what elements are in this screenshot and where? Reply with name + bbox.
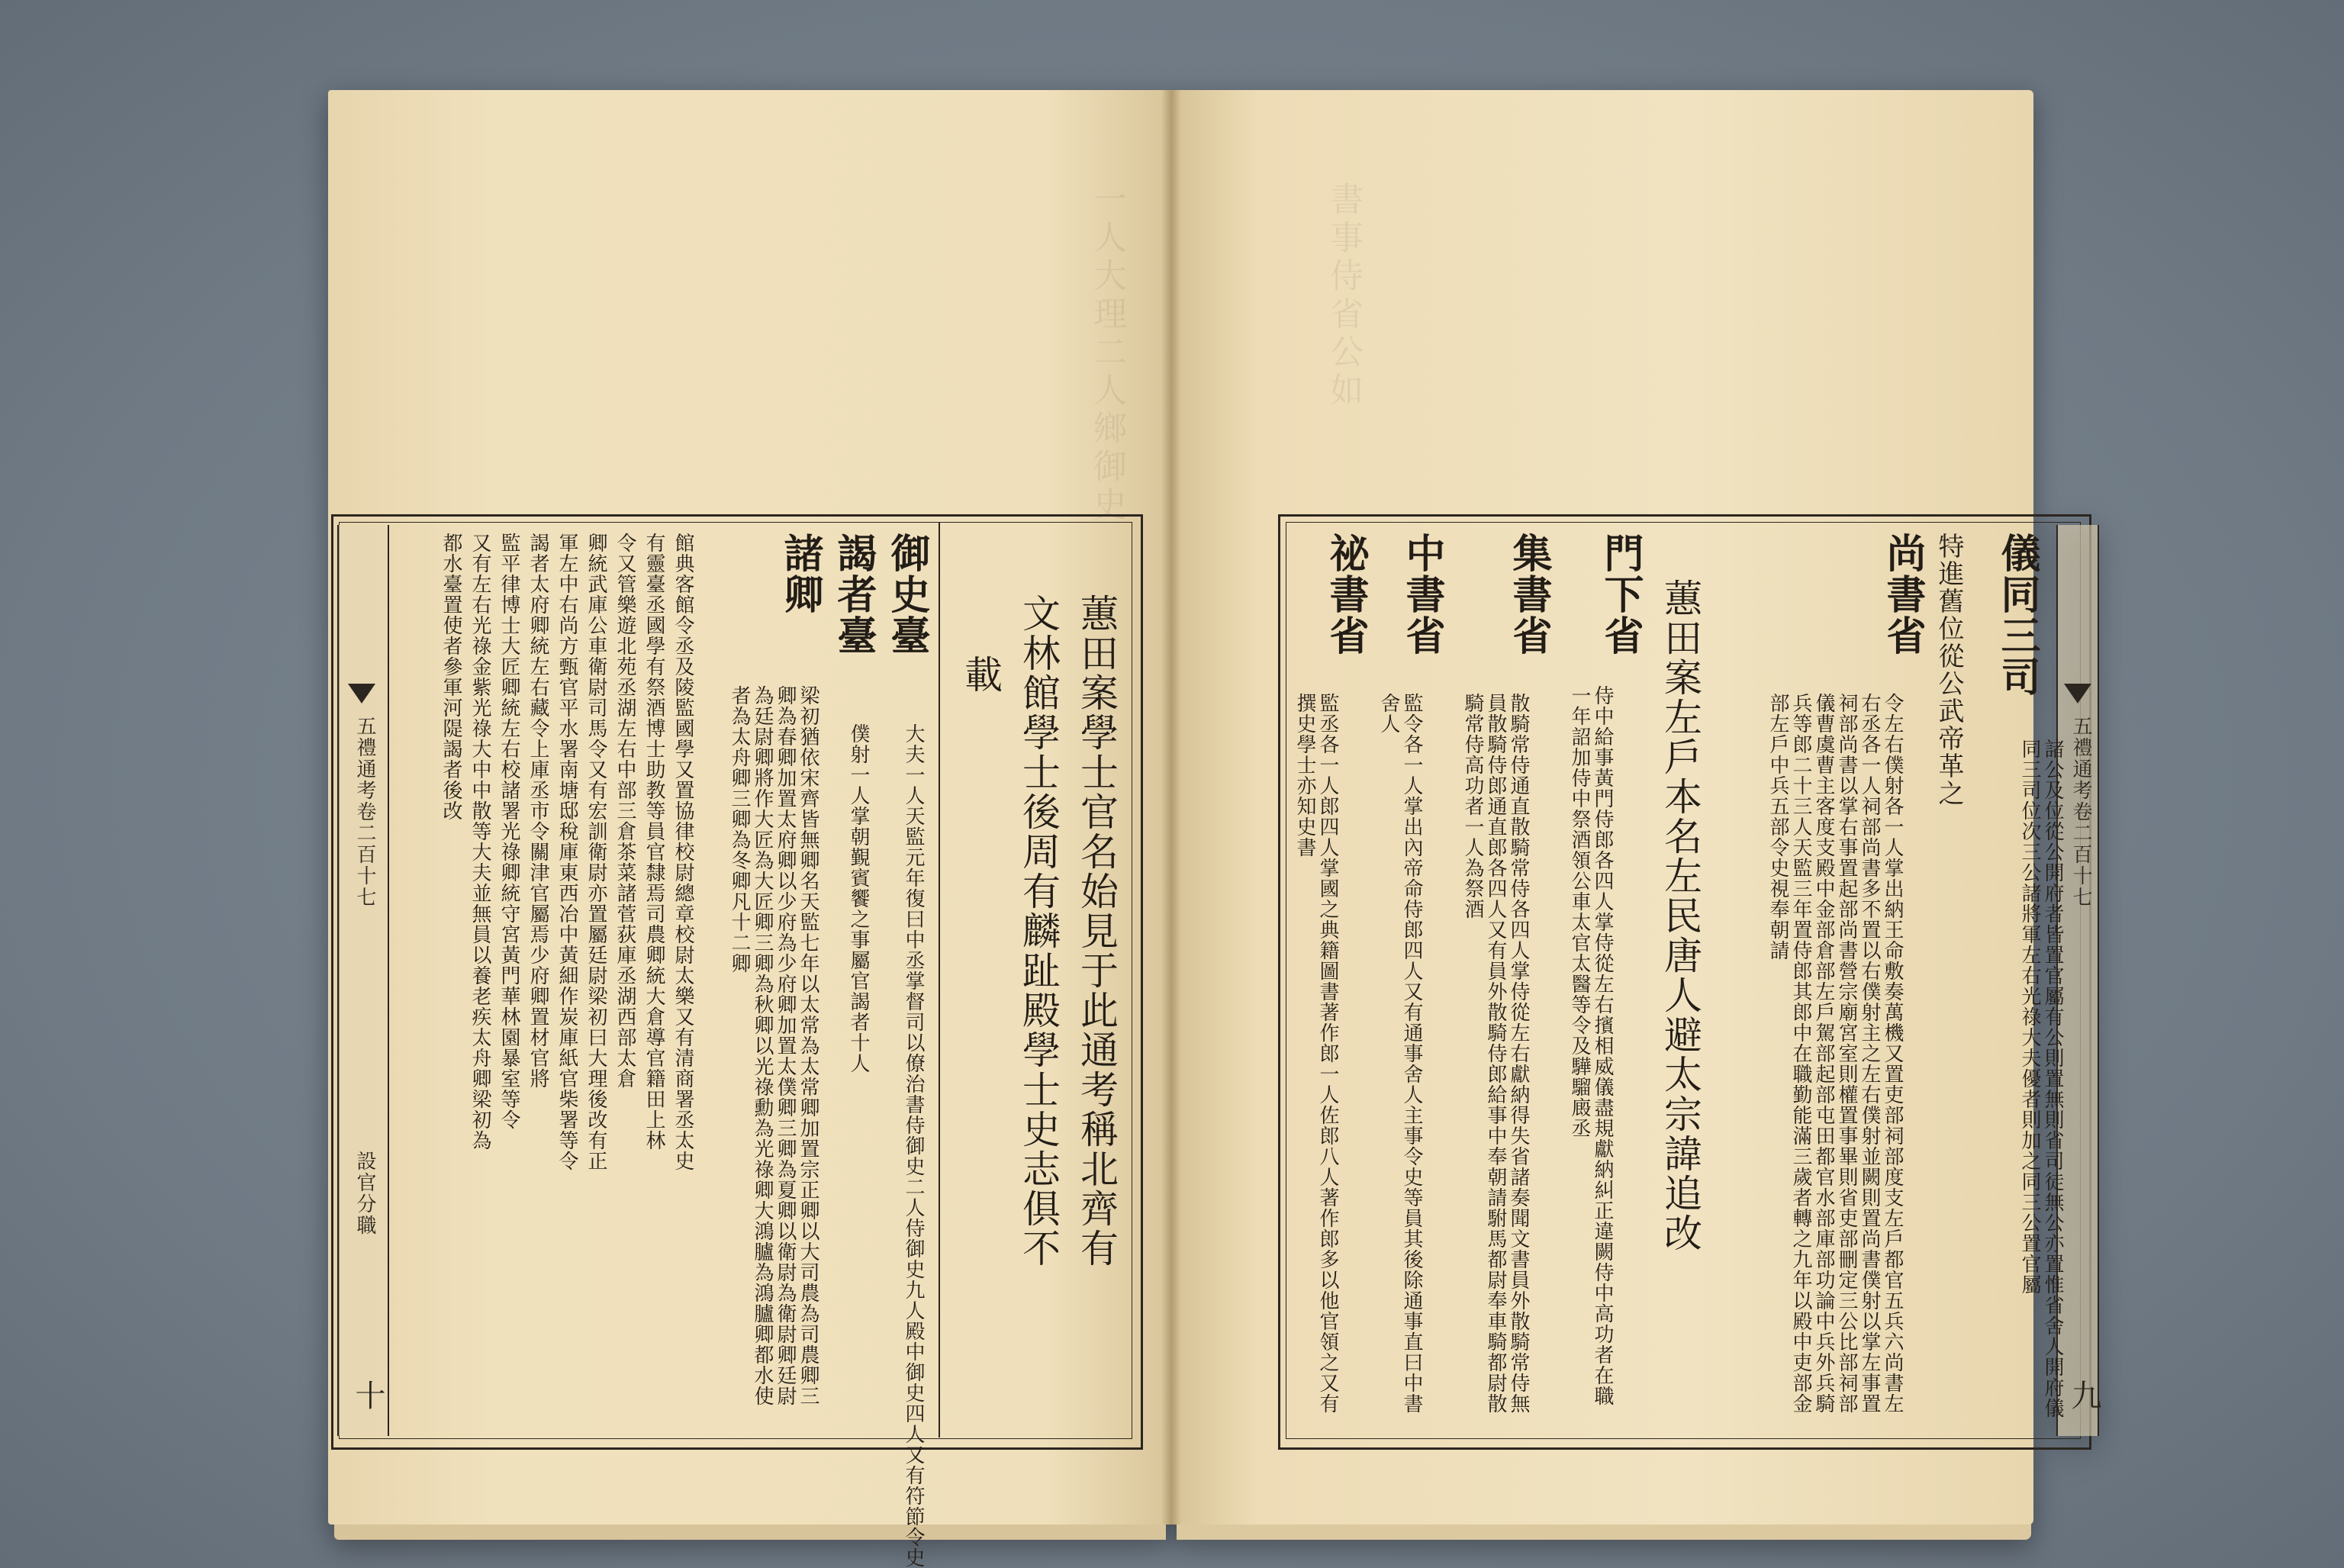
left-margin-section: 設官分職 <box>353 1151 376 1236</box>
section-heading-jishusheng: 集書省 <box>1505 533 1552 656</box>
section-text-tejin: 特進舊位從公武帝革之 <box>1933 533 1964 807</box>
show-through-ghost-text: 一人大理二人鄉御史 <box>1087 182 1126 525</box>
left-page <box>328 90 1171 1568</box>
dense-column-6: 謁者太府卿統左右藏令上庫丞市令關津官屬焉少府卿置材官將 <box>526 533 549 1089</box>
left-fold-margin <box>337 525 389 1436</box>
dense-column-9: 都水臺置使者參軍河隄謁者後改 <box>440 533 462 821</box>
section-heading-mishusheng: 祕書省 <box>1322 533 1369 656</box>
dense-column-5: 軍左中右尚方甄官平水署南塘邸稅庫東西冶中黃細作炭庫紙官柴署等令 <box>555 533 578 1171</box>
section-heading-shangshusheng: 尚書省 <box>1879 533 1926 656</box>
section-heading-zhongshusheng: 中書省 <box>1399 533 1445 656</box>
dense-column-2: 有靈臺丞國學有祭酒博士助教等員官隸焉司農卿統大倉導官籍田上林 <box>642 533 665 1151</box>
column-divider <box>939 522 940 1438</box>
section-text-yezhetai: 僕射一人掌朝覲賓饗之事屬官謁者十人 <box>847 723 870 1074</box>
section-text-jishusheng: 散騎常侍通直散騎常侍各四人掌侍從左右獻納得失省諸奏聞文書員外散騎常侍無員散騎侍郎通直郎各四人又有員外散騎侍郎給事中奉朝請駙馬都尉奉車騎都尉散騎常侍高功者一人為祭酒 <box>1461 693 1530 1414</box>
section-text-yitong: 諸公及位從公開府者皆置官屬有公則置無則省司徒無公亦置惟省舍人開府儀同三司位次三公諸將軍左右光祿大夫優者則加之同三公置官屬 <box>2018 739 2064 1418</box>
section-text-zhongshusheng: 監令各一人掌出內帝命侍郎四人又有通事舍人主事令史等員其後除通事直曰中書舍人 <box>1377 693 1423 1414</box>
left-page-number: 十 <box>350 1380 385 1410</box>
section-text-mishusheng: 監丞各一人郎四人掌國之典籍圖書著作郎一人佐郎八人著作郎多以他官領之又有撰史學士亦知史書 <box>1293 693 1339 1414</box>
left-margin-title: 五禮通考卷二百十七 <box>353 716 376 908</box>
section-text-zhuqing: 梁初猶依宋齊皆無卿名天監七年以太常為太常卿加置宗正卿以大司農為司農卿三卿為春卿加置太府卿以少府為少府卿加置太僕卿三卿為夏卿以衛尉為衛尉卿廷尉為廷尉卿將作大匠為大匠卿三卿為秋卿以光祿勳為光祿卿大鴻臚為鴻臚卿都水使者為太舟卿三卿為冬卿凡十二卿 <box>728 685 819 1406</box>
section-heading-zhuqing: 諸卿 <box>777 533 823 615</box>
right-page-number: 九 <box>2066 1380 2101 1410</box>
section-text-shangshusheng: 令左右僕射各一人掌出納王命敷奏萬機又置吏部祠部度支左戶都官五兵六尚書左右丞各一人祠部尚書多不置以右僕射主之左右僕射並闕則置尚書僕射以掌左事置祠部尚書以掌右事置起部尚書營宗廟宮室則權置事畢則省吏部刪定三公比部祠部儀曹虞曹主客度支殿中金部倉部左戶駕部起部屯田都官水部庫部功論中兵外兵騎兵等郎二十三人天監三年置侍郎其郎中在職勤能滿三歲者轉之九年以殿中吏部金部左戶中兵五部令史視奉朝請 <box>1766 693 1904 1414</box>
dense-column-1: 館典客館令丞及陵監國學又置協律校尉總章校尉太樂又有清商署丞太史 <box>671 533 694 1171</box>
right-margin-title: 五禮通考卷二百十七 <box>2069 716 2092 908</box>
dense-column-3: 令又管樂遊北苑丞湖左右中部三倉茶菜諸菅荻庫丞湖西部太倉 <box>613 533 636 1089</box>
section-heading-yezhetai: 謁者臺 <box>830 533 877 656</box>
right-page <box>1171 90 2101 1525</box>
commentary-column-2: 文林館學士後周有麟趾殿學士史志俱不 <box>1016 594 1061 1268</box>
section-heading-yushitai: 御史臺 <box>884 533 930 656</box>
commentary-column-1: 蕙田案學士官名始見于此通考稱北齊有 <box>1074 594 1119 1268</box>
section-heading-yitong: 儀同三司 <box>1994 533 2040 697</box>
section-text-yushitai-a: 大夫一人天監元年復曰中丞掌督司以僚治書侍御史二人侍御史九人殿中御史四人又有符節令史 <box>902 723 925 1568</box>
dense-column-7: 監平律博士大匠卿統左右校諸署光祿卿統守宮黃門華林園暴室等令 <box>497 533 520 1130</box>
section-heading-menxiasheng: 門下省 <box>1597 533 1644 656</box>
section-text-menxiasheng: 侍中給事黃門侍郎各四人掌侍從左右擯相威儀盡規獻納糾正違闕侍中高功者在職一年詔加侍中祭酒領公車太官太醫等令及驊騮廄丞 <box>1568 685 1614 1406</box>
dense-column-8: 又有左右光祿金紫光祿大中中散等大夫並無員以養老疾太舟卿梁初為 <box>468 533 491 1151</box>
open-book <box>328 90 2101 1568</box>
dense-column-4: 卿統武庫公車衛尉司馬令又有宏訓衛尉亦置屬廷尉梁初曰大理後改有正 <box>584 533 607 1171</box>
right-commentary-column: 蕙田案左戶本名左民唐人避太宗諱追改 <box>1658 578 1702 1253</box>
fishtail-mark-top <box>348 684 375 704</box>
fishtail-mark-right <box>2064 684 2091 704</box>
book-gutter <box>1161 90 1181 1525</box>
commentary-column-3: 載 <box>958 655 1003 694</box>
show-through-ghost-text-right: 書事侍省公如 <box>1324 182 1363 411</box>
